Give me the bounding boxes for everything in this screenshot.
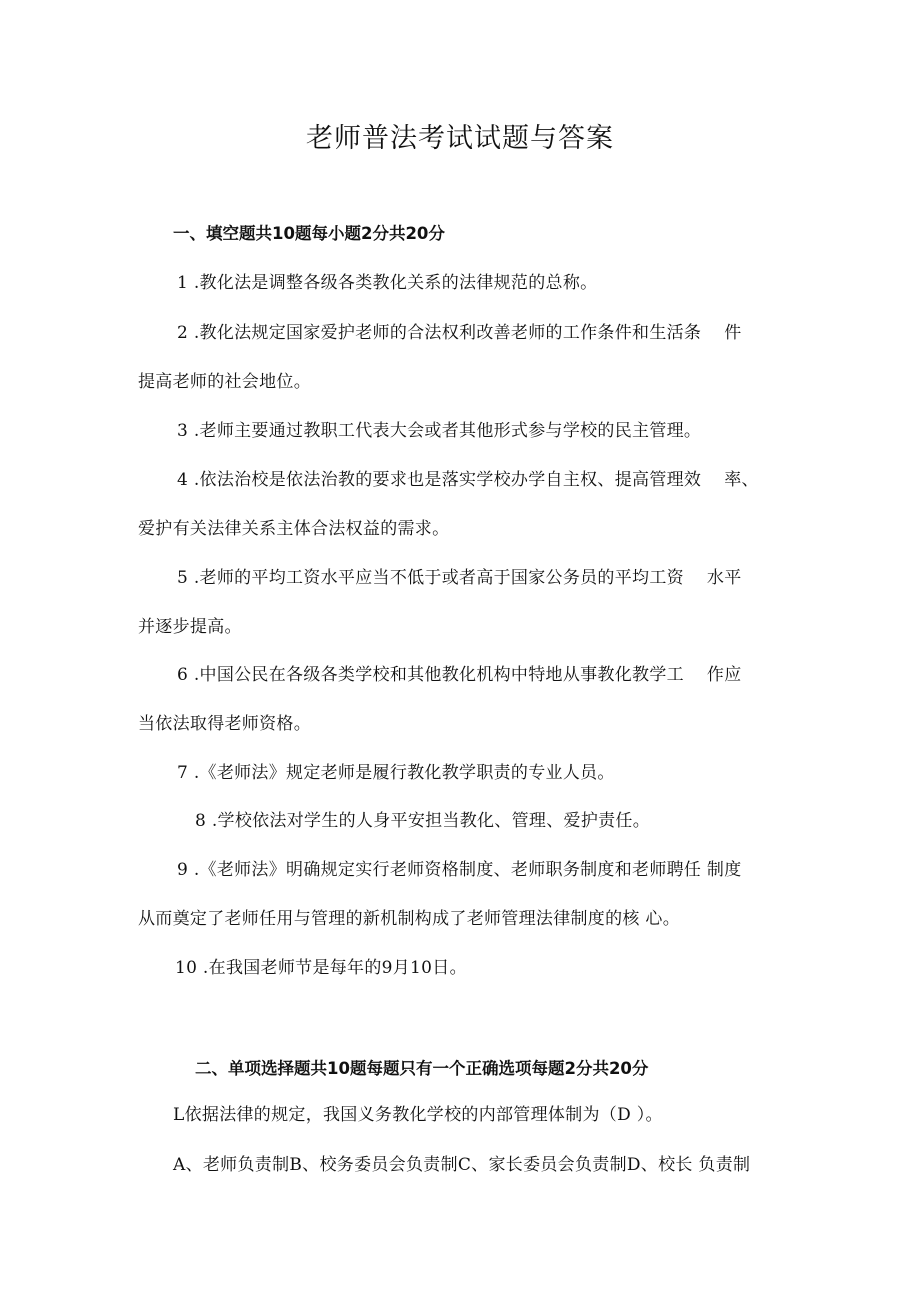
question-line: 当依法取得老师资格。 <box>138 714 311 734</box>
question-line: L依据法律的规定，我国义务教化学校的内部管理体制为（D ）。 <box>173 1105 663 1125</box>
question-line: 4 .依法治校是依法治教的要求也是落实学校办学自主权、提高管理效 率、 <box>177 470 759 490</box>
question-line: 5 .老师的平均工资水平应当不低于或者高于国家公务员的平均工资 水平 <box>177 568 742 588</box>
question-line: 10 .在我国老师节是每年的9月10日。 <box>175 958 467 978</box>
question-line: 提高老师的社会地位。 <box>138 372 311 392</box>
question-line: 2 .教化法规定国家爱护老师的合法权利改善老师的工作条件和生活条 件 <box>177 323 742 343</box>
question-line: 8 .学校依法对学生的人身平安担当教化、管理、爱护责任。 <box>195 811 651 831</box>
question-line: 从而奠定了老师任用与管理的新机制构成了老师管理法律制度的核 心。 <box>138 909 681 929</box>
section-heading-fill-blank: 一、填空题共10题每小题2分共20分 <box>173 224 445 243</box>
answer-options-line: A、老师负责制B、校务委员会负责制C、家长委员会负责制D、校长 负责制 <box>173 1155 751 1175</box>
question-line: 1 .教化法是调整各级各类教化关系的法律规范的总称。 <box>177 273 598 293</box>
question-line: 7 .《老师法》规定老师是履行教化教学职责的专业人员。 <box>177 763 615 783</box>
question-line: 爱护有关法律关系主体合法权益的需求。 <box>138 519 450 539</box>
question-line: 6 .中国公民在各级各类学校和其他教化机构中特地从事教化教学工 作应 <box>177 665 742 685</box>
section-heading-single-choice: 二、单项选择题共10题每题只有一个正确选项每题2分共20分 <box>195 1059 649 1078</box>
question-line: 3 .老师主要通过教职工代表大会或者其他形式参与学校的民主管理。 <box>177 421 702 441</box>
question-line: 9 .《老师法》明确规定实行老师资格制度、老师职务制度和老师聘任 制度 <box>177 860 742 880</box>
question-line: 并逐步提高。 <box>138 617 242 637</box>
document-title: 老师普法考试试题与答案 <box>306 123 614 154</box>
